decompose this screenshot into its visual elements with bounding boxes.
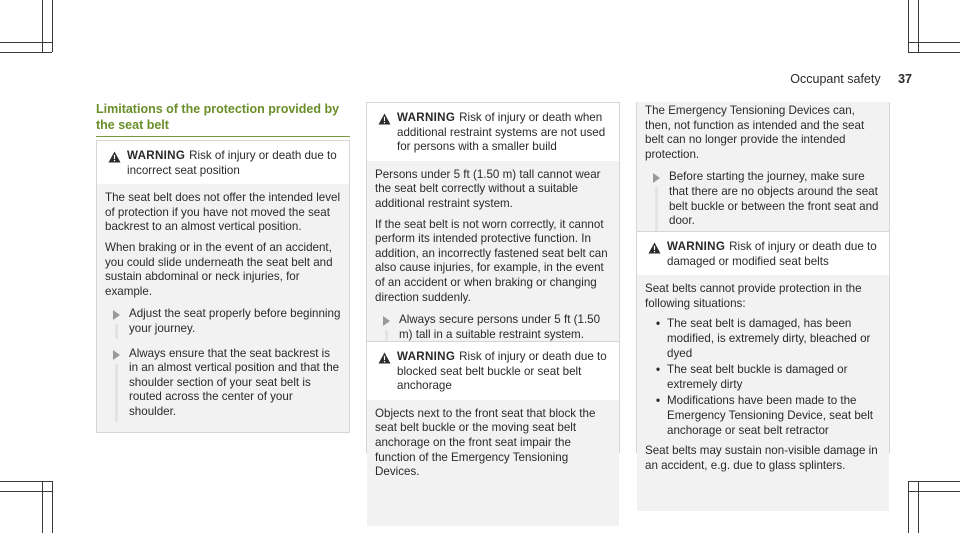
warning-label: WARNING <box>667 240 726 253</box>
list-item <box>645 363 881 392</box>
list-item-text: Modifications have been made to the Emergency Tensioning Device, seat belt anchorage or seat belt retractor <box>667 394 874 437</box>
paragraph: Persons under 5 ft (1.50 m) tall cannot wear the seat belt correctly without a suitable additional restraint system. <box>375 167 601 210</box>
warning-body <box>637 275 889 511</box>
step-arrow-icon <box>383 316 390 326</box>
instruction-step <box>375 313 611 342</box>
crop-mark <box>918 0 919 52</box>
warning-triangle-icon <box>648 242 661 254</box>
crop-mark <box>918 481 919 533</box>
section-title: Limitations of the protection provided by the seat belt <box>96 101 350 137</box>
paragraph: Seat belts may sustain non-visible damage in an accident, e.g. due to glass splinters. <box>645 444 878 472</box>
warning-triangle-icon <box>378 113 391 125</box>
warning-triangle-icon <box>108 151 121 163</box>
step-text: Always secure persons under 5 ft (1.50 m) tall in a suitable restraint system. <box>399 313 601 341</box>
crop-mark <box>52 481 53 533</box>
warning-label: WARNING <box>127 149 186 162</box>
warning-box-restraint-systems <box>366 102 620 355</box>
warning-header <box>367 342 619 400</box>
list-item-text: The seat belt buckle is damaged or extremely dirty <box>667 363 848 391</box>
warning-header <box>367 103 619 161</box>
warning-body <box>637 102 889 243</box>
paragraph: The seat belt does not offer the intended level of protection if you have not moved the seat backrest to an almost vertical position. <box>105 191 341 234</box>
warning-body <box>367 161 619 355</box>
warning-box-damaged-belts <box>636 231 890 472</box>
step-text: Always ensure that the seat backrest is in an almost vertical position and that the shoulder section of your seat belt is routed across the center of your shoulder. <box>129 346 340 418</box>
crop-mark <box>908 481 909 533</box>
list-item <box>645 394 881 438</box>
bullet-icon: • <box>656 363 661 377</box>
list-item-text: The seat belt is damaged, has been modified, is extremely dirty, bleached or dyed <box>667 317 871 360</box>
crop-mark <box>908 42 960 43</box>
warning-label: WARNING <box>397 350 456 363</box>
paragraph: Objects next to the front seat that block the seat belt buckle or the moving seat belt anchorage on the front seat impair the function of the Emergency Tensioning Devices. <box>375 406 596 479</box>
step-text: Before starting the journey, make sure that there are no objects around the seat belt buckle or between the front seat and door. <box>669 170 879 228</box>
step-arrow-icon <box>653 173 660 183</box>
crop-mark <box>908 52 960 53</box>
warning-body <box>367 400 619 526</box>
bullet-icon: • <box>656 317 661 331</box>
crop-mark <box>908 0 909 52</box>
crop-mark <box>0 481 52 482</box>
crop-mark <box>0 52 52 53</box>
warning-box-seat-position <box>96 140 350 433</box>
crop-mark <box>0 491 52 492</box>
step-bar <box>655 187 658 230</box>
page-number: 37 <box>898 72 912 86</box>
paragraph: Seat belts cannot provide protection in the following situations: <box>645 282 862 310</box>
warning-heading: Risk of injury or death due to damaged or modified seat belts <box>667 240 877 268</box>
crop-mark <box>42 481 43 533</box>
crop-mark <box>52 0 53 52</box>
paragraph: The Emergency Tensioning Devices can, then, not function as intended and the seat belt can no longer provide the intended protection. <box>645 104 865 161</box>
crop-mark <box>908 491 960 492</box>
crop-mark <box>908 481 960 482</box>
warning-heading: Risk of injury or death when additional restraint systems are not used for persons with a smaller build <box>397 111 606 154</box>
warning-heading: Risk of injury or death due to incorrect seat position <box>127 149 337 177</box>
paragraph: If the seat belt is not worn correctly, it cannot perform its intended protective function. In addition, an incorrectly fastened seat belt can also cause injuries, for example, in the event of an accident or when braking or changing direction suddenly. <box>375 217 608 304</box>
step-arrow-icon <box>113 310 120 320</box>
paragraph: When braking or in the event of an accident, you could slide underneath the seat belt and sustain abdominal or neck injuries, for example. <box>105 240 333 298</box>
step-bar <box>115 364 118 422</box>
warning-box-blocked-buckle <box>366 341 620 479</box>
step-arrow-icon <box>113 350 120 360</box>
crop-mark <box>0 42 52 43</box>
instruction-step <box>105 307 341 336</box>
header-section-title: Occupant safety <box>790 72 881 86</box>
step-bar <box>115 324 118 338</box>
warning-body <box>97 184 349 431</box>
warning-box-continuation <box>636 102 890 244</box>
list-item <box>645 317 881 361</box>
warning-label: WARNING <box>397 111 456 124</box>
step-text: Adjust the seat properly before beginning your journey. <box>129 307 341 335</box>
page-header <box>790 72 912 86</box>
warning-header <box>97 141 349 184</box>
warning-header <box>637 232 889 275</box>
bullet-icon: • <box>656 394 661 408</box>
instruction-step <box>105 347 341 420</box>
crop-mark <box>42 0 43 52</box>
instruction-step <box>645 170 881 228</box>
warning-heading: Risk of injury or death due to blocked seat belt buckle or seat belt anchorage <box>397 350 607 393</box>
warning-triangle-icon <box>378 352 391 364</box>
